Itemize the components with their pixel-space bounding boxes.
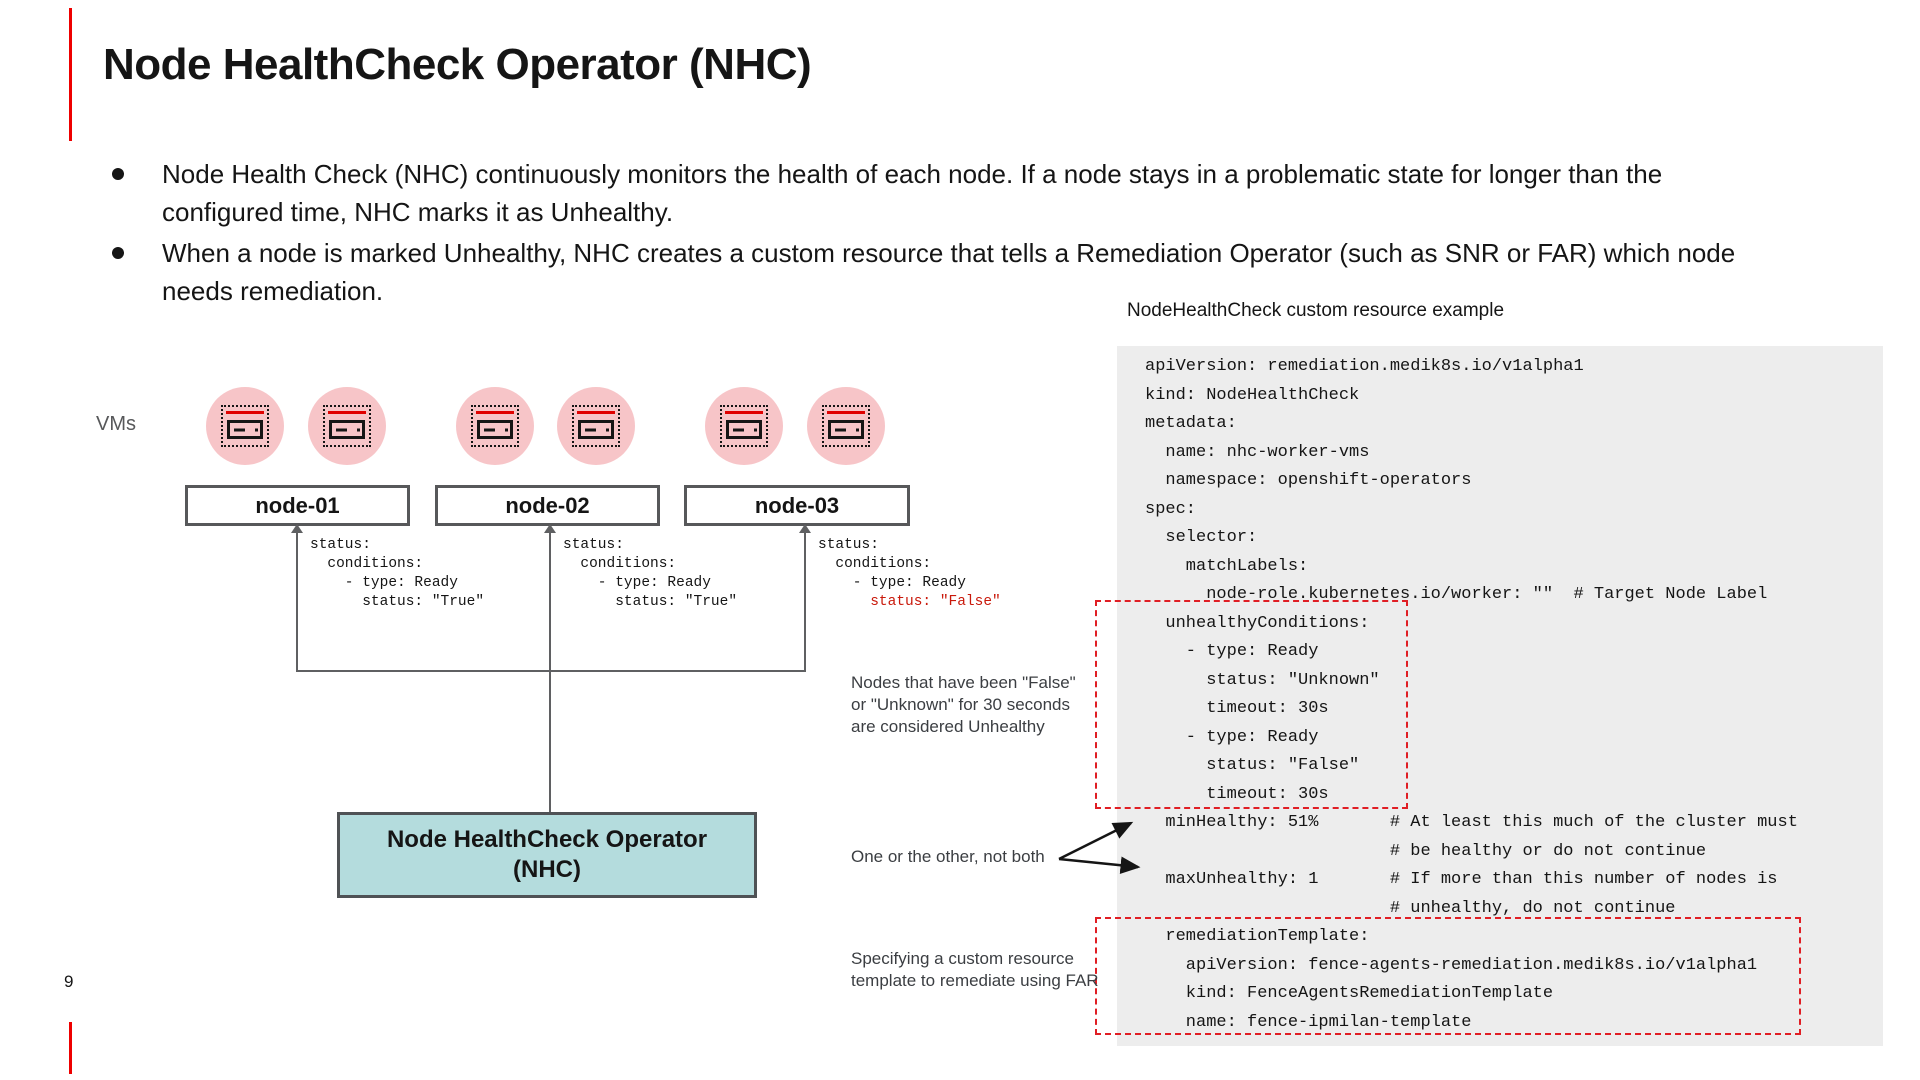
vm-icon-screen [477, 420, 513, 439]
vm-circle [705, 387, 783, 465]
vm-icon-redline [476, 411, 514, 414]
vm-circle [807, 387, 885, 465]
vm-icon-redline [226, 411, 264, 414]
accent-line-top [69, 8, 72, 141]
status-line: status: [563, 537, 624, 553]
page-number: 9 [64, 972, 74, 991]
code-line: selector: [1145, 528, 1258, 547]
code-line: status: "Unknown" [1145, 670, 1380, 690]
vm-icon [572, 405, 620, 447]
code-line: status: "False" [1145, 756, 1360, 775]
code-line: unhealthyConditions: [1145, 613, 1370, 633]
vm-icon-redline [328, 411, 366, 414]
vm-icon-screen [329, 420, 365, 439]
vm-icon-screen [227, 420, 263, 439]
vm-icon-screen [578, 420, 614, 439]
code-line: - type: Ready [1145, 727, 1319, 747]
vms-label: VMs [96, 413, 136, 435]
bullet-marker [112, 168, 124, 180]
code-line: node-role.kubernetes.io/worker: "" # Target Node Label [1145, 585, 1768, 604]
highlight-remediation-template [1095, 917, 1801, 1035]
vm-icon [822, 405, 870, 447]
code-line: timeout: 30s [1145, 699, 1329, 718]
node-box-01: node-01 [185, 485, 410, 526]
code-line: apiVersion: fence-agents-remediation.medik8s.io/v1alpha1 [1145, 955, 1758, 975]
node-01-status [310, 536, 484, 612]
vm-icon [720, 405, 768, 447]
vm-icon-redline [725, 411, 763, 414]
code-line: - type: Ready [1145, 642, 1319, 661]
code-line: metadata: [1145, 414, 1237, 433]
vm-circle [308, 387, 386, 465]
bullet-marker [112, 247, 124, 259]
vm-icon-screen [828, 420, 864, 439]
status-line: - type: Ready [310, 575, 458, 591]
status-line: status: "True" [310, 594, 485, 610]
vm-circle [456, 387, 534, 465]
status-line-false: status: "False" [818, 594, 1001, 610]
connector-node-01 [296, 532, 298, 671]
node-box-02: node-02 [435, 485, 660, 526]
connector-node-02 [549, 532, 551, 812]
bullet-item [112, 155, 1772, 231]
code-line: name: nhc-worker-vms [1145, 442, 1370, 462]
status-line: status: [310, 537, 371, 553]
code-line: minHealthy: 51% # At least this much of the cluster must [1145, 813, 1798, 832]
bullet-list [112, 155, 1772, 313]
vm-circle [206, 387, 284, 465]
connector-node-03 [804, 532, 806, 671]
nhc-operator-box [337, 812, 757, 898]
annotation-unhealthy-note: Nodes that have been "False" or "Unknown" for 30 seconds are considered Unhealthy [851, 673, 1076, 736]
code-line: # unhealthy, do not continue [1145, 898, 1676, 918]
code-line: kind: FenceAgentsRemediationTemplate [1145, 984, 1554, 1003]
vm-icon [323, 405, 371, 447]
status-line: conditions: [818, 556, 932, 572]
code-line: maxUnhealthy: 1 # If more than this number of nodes is [1145, 870, 1778, 889]
node-03-status [818, 536, 1001, 612]
code-line: namespace: openshift-operators [1145, 471, 1472, 490]
vm-icon [221, 405, 269, 447]
code-line: matchLabels: [1145, 556, 1309, 576]
status-line: - type: Ready [563, 575, 711, 591]
fork-arrows-icon [1040, 805, 1155, 885]
code-caption: NodeHealthCheck custom resource example [1127, 300, 1505, 321]
status-line: status: [818, 537, 879, 553]
code-line: # be healthy or do not continue [1145, 841, 1707, 861]
vm-icon-redline [827, 411, 865, 414]
bullet-text: Node Health Check (NHC) continuously monitors the health of each node. If a node stays in a problematic state for longer than the configured time, NHC marks it as Unhealthy. [162, 159, 1663, 227]
status-line: conditions: [310, 556, 424, 572]
code-line: timeout: 30s [1145, 784, 1329, 804]
node-box-03: node-03 [684, 485, 910, 526]
annotation-one-or-other: One or the other, not both [851, 847, 1045, 866]
vm-icon-redline [577, 411, 615, 414]
code-line: remediationTemplate: [1145, 927, 1370, 946]
bullet-item [112, 234, 1772, 310]
vm-circle [557, 387, 635, 465]
vm-icon [471, 405, 519, 447]
status-line: status: "True" [563, 594, 738, 610]
code-line: kind: NodeHealthCheck [1145, 385, 1360, 405]
vm-icon-screen [726, 420, 762, 439]
highlight-unhealthy-conditions [1095, 600, 1408, 809]
nhc-operator-label: Node HealthCheck Operator [386, 826, 708, 853]
accent-line-bottom [69, 1022, 72, 1074]
nhc-operator-abbrev: (NHC) [513, 856, 581, 883]
node-02-status [563, 536, 737, 612]
annotation-remediation-note: Specifying a custom resource template to remediate using FAR [851, 949, 1099, 990]
status-line: - type: Ready [818, 575, 966, 591]
code-line: spec: [1145, 499, 1197, 519]
code-line: apiVersion: remediation.medik8s.io/v1alpha1 [1145, 357, 1584, 376]
slide-title: Node HealthCheck Operator (NHC) [103, 40, 812, 89]
bullet-text: When a node is marked Unhealthy, NHC creates a custom resource that tells a Remediation Operator (such as SNR or FAR) which node needs remediation. [162, 238, 1736, 306]
status-line: conditions: [563, 556, 677, 572]
code-line: name: fence-ipmilan-template [1145, 1012, 1472, 1032]
connector-horizontal [296, 670, 806, 672]
